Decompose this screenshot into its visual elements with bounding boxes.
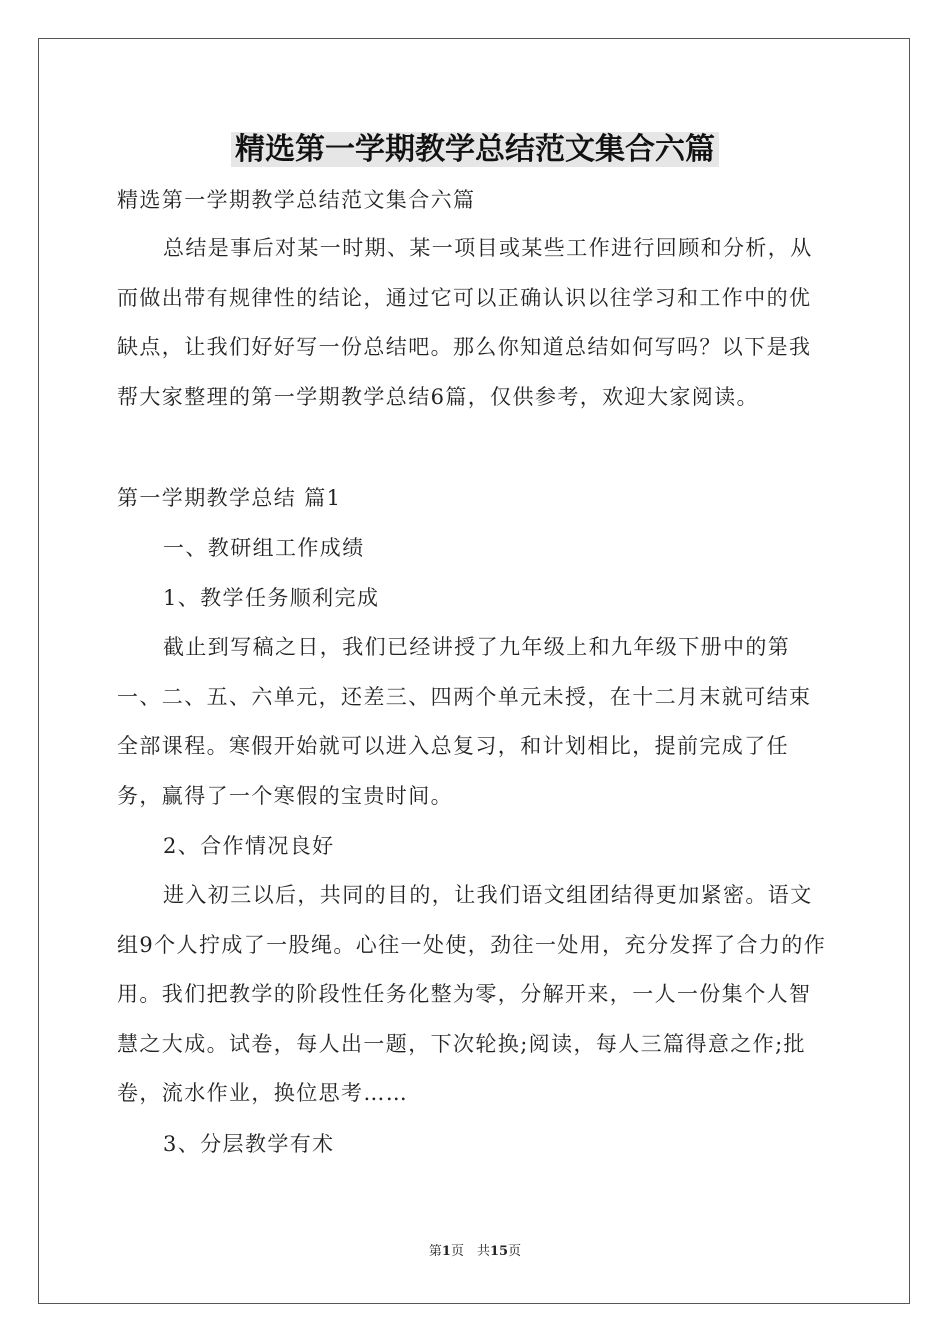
paragraph-1: 截止到写稿之日，我们已经讲授了九年级上和九年级下册中的第一、二、五、六单元，还差三、四两个单元未授，在十二月末就可结束全部课程。寒假开始就可以进入总复习，和计划相比，提前完成了任务，赢得了一个寒假的宝贵时间。 xyxy=(117,635,812,808)
footer-suffix: 页 xyxy=(508,1244,522,1259)
heading-1: 一、教研组工作成绩 xyxy=(163,536,365,560)
paragraph-2: 进入初三以后，共同的目的，让我们语文组团结得更加紧密。语文组9个人拧成了一股绳。心往一处使，劲往一处用，充分发挥了合力的作用。我们把教学的阶段性任务化整为零，分解开来，一人一份集个人智慧之大成。试卷，每人出一题，下次轮换;阅读，每人三篇得意之作;批卷，流水作业，换位思考…… xyxy=(117,883,827,1105)
footer-middle: 页 共 xyxy=(450,1244,490,1259)
footer-total-pages: 15 xyxy=(489,1244,509,1259)
subheading-3: 3、分层教学有术 xyxy=(163,1132,335,1156)
subheading-2: 2、合作情况良好 xyxy=(163,834,335,858)
document-subtitle: 精选第一学期教学总结范文集合六篇 xyxy=(117,188,476,212)
subheading-1: 1、教学任务顺利完成 xyxy=(163,586,380,610)
footer-prefix: 第 xyxy=(428,1244,442,1259)
intro-paragraph: 总结是事后对某一时期、某一项目或某些工作进行回顾和分析，从而做出带有规律性的结论，通过它可以正确认识以往学习和工作中的优缺点，让我们好好写一份总结吧。那么你知道总结如何写吗？以下是我帮大家整理的第一学期教学总结6篇，仅供参考，欢迎大家阅读。 xyxy=(117,236,813,409)
section-heading: 第一学期教学总结 篇1 xyxy=(117,486,342,510)
document-title-text: 精选第一学期教学总结范文集合六篇 xyxy=(231,132,719,167)
footer-page-number: 1 xyxy=(441,1244,451,1259)
page-footer xyxy=(0,1240,950,1259)
document-title xyxy=(0,128,950,172)
